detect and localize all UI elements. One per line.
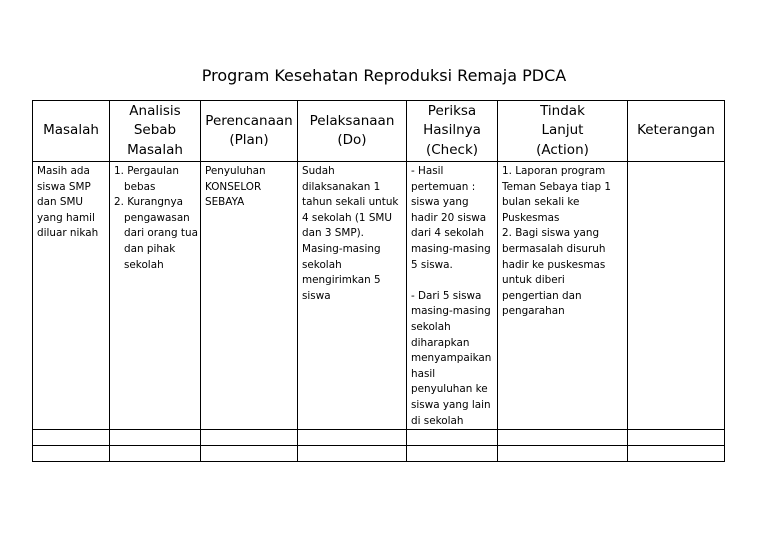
empty-cell	[110, 430, 201, 446]
page-title: Program Kesehatan Reproduksi Remaja PDCA	[201, 66, 567, 85]
header-masalah: Masalah	[33, 101, 110, 162]
empty-cell	[110, 446, 201, 462]
cell-periksa	[407, 162, 498, 430]
header-periksa: Periksa Hasilnya (Check)	[407, 101, 498, 162]
cell-perencanaan: Penyuluhan KONSELOR SEBAYA	[201, 162, 298, 430]
cell-masalah: Masih ada siswa SMP dan SMU yang hamil diluar nikah	[33, 162, 110, 430]
table-row	[33, 162, 725, 430]
periksa-paragraph: - Dari 5 siswa masing-masing sekolah diharapkan menyampaikan hasil penyuluhan ke siswa yang lain di sekolah	[411, 289, 492, 427]
list-item: 2. Kurangnya pengawasan dari orang tua dan pihak sekolah	[114, 196, 198, 271]
analisis-list	[114, 164, 198, 273]
empty-cell	[33, 446, 110, 462]
cell-analisis	[110, 162, 201, 430]
empty-row	[33, 446, 725, 462]
cell-tindak-lanjut: 1. Laporan program Teman Sebaya tiap 1 bulan sekali ke Puskesmas 2. Bagi siswa yang bermasalah disuruh hadir ke puskesmas untuk diberi pengertian dan pengarahan	[498, 162, 628, 430]
empty-cell	[298, 430, 407, 446]
list-item: 1. Pergaulan bebas	[114, 165, 179, 193]
header-tindak-lanjut: Tindak Lanjut (Action)	[498, 101, 628, 162]
cell-pelaksanaan: Sudah dilaksanakan 1 tahun sekali untuk 4 sekolah (1 SMU dan 3 SMP). Masing-masing sekolah mengirimkan 5 siswa	[298, 162, 407, 430]
pdca-table	[32, 100, 725, 462]
empty-cell	[628, 430, 725, 446]
empty-cell	[498, 430, 628, 446]
empty-cell	[201, 446, 298, 462]
periksa-paragraph: - Hasil pertemuan : siswa yang hadir 20 siswa dari 4 sekolah masing-masing 5 siswa.	[411, 165, 491, 271]
header-keterangan: Keterangan	[628, 101, 725, 162]
header-pelaksanaan: Pelaksanaan (Do)	[298, 101, 407, 162]
header-row	[33, 101, 725, 162]
empty-cell	[407, 446, 498, 462]
header-analisis: Analisis Sebab Masalah	[110, 101, 201, 162]
header-perencanaan: Perencanaan (Plan)	[201, 101, 298, 162]
empty-cell	[201, 430, 298, 446]
empty-cell	[407, 430, 498, 446]
cell-keterangan	[628, 162, 725, 430]
empty-cell	[298, 446, 407, 462]
empty-row	[33, 430, 725, 446]
empty-cell	[628, 446, 725, 462]
empty-cell	[33, 430, 110, 446]
empty-cell	[498, 446, 628, 462]
